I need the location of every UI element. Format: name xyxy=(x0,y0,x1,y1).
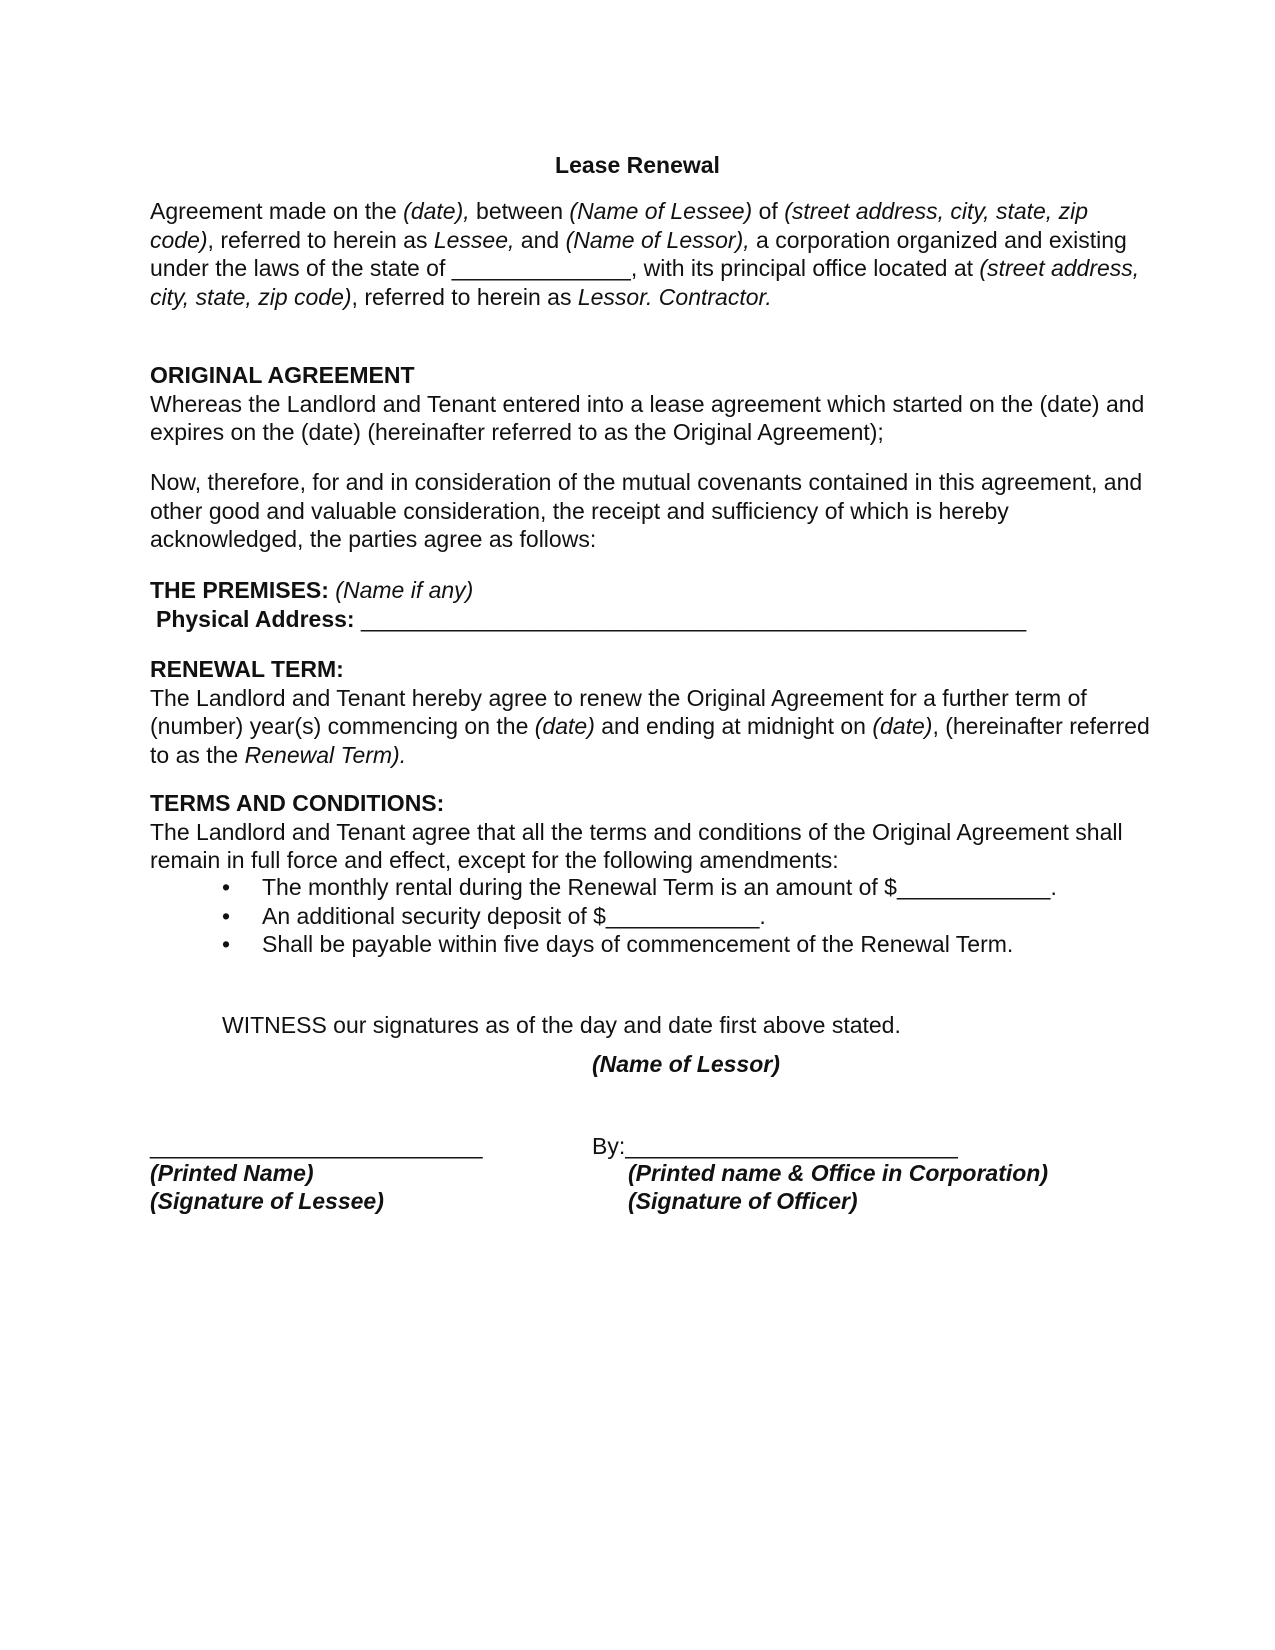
terms-conditions-section xyxy=(150,789,1150,875)
terms-conditions-text: The Landlord and Tenant agree that all the terms and conditions of the Original Agreement shall remain in full force and effect, except for the following amendments: xyxy=(150,818,1123,873)
officer-printed-name-label: (Printed name & Office in Corporation) xyxy=(628,1160,1048,1186)
renewal-end-date-placeholder: (date) xyxy=(872,713,933,739)
list-item xyxy=(222,873,1102,902)
bullet-icon: • xyxy=(222,902,231,929)
renewal-term-heading: RENEWAL TERM: xyxy=(150,656,344,682)
bullet-icon: • xyxy=(222,874,231,900)
intro-text: , referred to herein as xyxy=(351,283,578,310)
consideration-text: Now, therefore, for and in consideration of the mutual covenants contained in this agreement, and other good and valuable consideration, the receipt and sufficiency of which is hereby acknowledged, the parties agree as follows: xyxy=(150,469,1143,552)
intro-text: Agreement made on the xyxy=(150,198,404,224)
intro-text: , referred to herein as xyxy=(207,226,434,253)
renewal-term-text: The Landlord and Tenant hereby agree to renew the Original Agreement for a further term of (number) year(s) commencing on the xyxy=(150,684,1087,739)
intro-text: of xyxy=(752,198,785,224)
physical-address-label: Physical Address: xyxy=(156,605,355,632)
officer-signature-label: (Signature of Officer) xyxy=(628,1188,858,1214)
physical-address-blank: ____________________________________________________ xyxy=(354,605,1027,632)
lessor-address-placeholder: (street address, city, state, zip code) xyxy=(150,255,1140,310)
intro-paragraph xyxy=(150,197,1150,311)
lessee-term: Lessee, xyxy=(433,226,515,253)
lessee-signature-line: __________________________ xyxy=(150,1133,483,1159)
premises-name-hint: (Name if any) xyxy=(328,577,474,603)
renewal-term-text: , (hereinafter referred to as the xyxy=(150,713,1150,768)
renewal-term-section xyxy=(150,655,1150,769)
lessor-term: Lessor. Contractor. xyxy=(577,283,772,310)
renewal-term-name: Renewal Term). xyxy=(244,741,407,768)
terms-conditions-heading: TERMS AND CONDITIONS: xyxy=(150,790,445,816)
bullet-icon: • xyxy=(222,931,231,957)
amendment-text: Shall be payable within five days of commencement of the Renewal Term. xyxy=(262,931,1014,957)
original-agreement-text: Whereas the Landlord and Tenant entered into a lease agreement which started on the (date) and expires on the (date) (hereinafter referred to as the Original Agreement); xyxy=(150,390,1145,445)
officer-signature-line: By:__________________________ xyxy=(592,1133,958,1159)
lessee-signature-label: (Signature of Lessee) xyxy=(150,1188,384,1214)
lessor-name-placeholder: (Name of Lessor), xyxy=(565,226,750,253)
intro-text: between xyxy=(469,198,570,224)
amendment-text: An additional security deposit of $____________. xyxy=(262,902,766,929)
amendments-list xyxy=(222,873,1102,959)
lessor-name-signature-heading: (Name of Lessor) xyxy=(592,1051,780,1077)
intro-text: a corporation organized and existing under the laws of the state of ______________, with its principal office located at xyxy=(150,226,1127,281)
premises-heading: THE PREMISES: xyxy=(150,577,329,603)
renewal-start-date-placeholder: (date) xyxy=(534,713,595,739)
lessee-printed-name-label: (Printed Name) xyxy=(150,1160,314,1186)
lessee-name-placeholder: (Name of Lessee) xyxy=(569,198,753,224)
amendment-text: The monthly rental during the Renewal Term is an amount of $____________. xyxy=(262,874,1057,900)
list-item xyxy=(222,902,1102,931)
witness-statement: WITNESS our signatures as of the day and date first above stated. xyxy=(222,1012,901,1038)
intro-text: and xyxy=(514,226,566,253)
agreement-date-placeholder: (date), xyxy=(403,198,470,224)
list-item xyxy=(222,930,1102,959)
consideration-paragraph xyxy=(150,468,1150,554)
renewal-term-text: and ending at midnight on xyxy=(594,713,873,739)
original-agreement-section xyxy=(150,361,1150,447)
original-agreement-heading: ORIGINAL AGREEMENT xyxy=(150,362,415,388)
document-title: Lease Renewal xyxy=(555,152,720,178)
lessee-address-placeholder: (street address, city, state, zip code) xyxy=(150,198,1088,253)
premises-section xyxy=(150,576,1150,633)
